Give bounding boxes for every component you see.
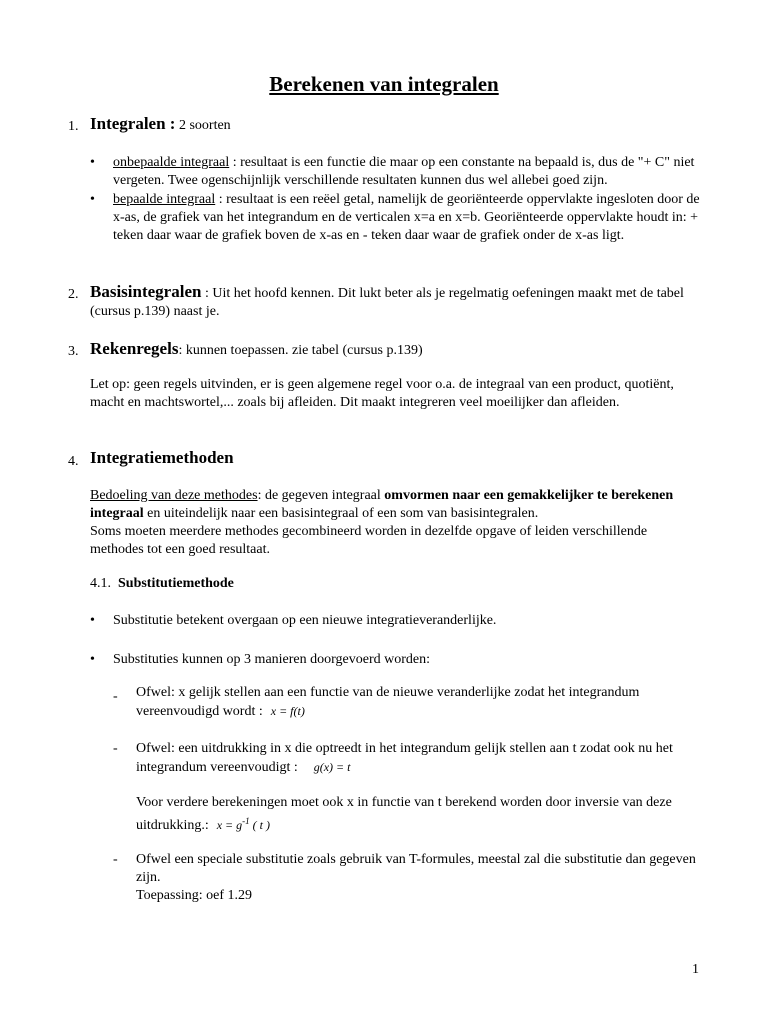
dash-item-2-inverse (136, 794, 702, 835)
dash-icon: - (113, 741, 118, 756)
bullet-icon: • (90, 155, 95, 170)
onbepaalde-integraal-text: : resultaat is een functie die maar op een constante na bepaald is, dus de "+ C" niet vergeten. Twee ogenschijnlijk verschillende resultaten kunnen dus wel allebei goed zijn. (113, 155, 695, 188)
bullet-onbepaalde-integraal (113, 154, 703, 190)
section-3-number: 3. (68, 344, 79, 359)
section-3-text: : kunnen toepassen. zie tabel (cursus p.139) (178, 343, 423, 358)
section-2-heading (90, 283, 702, 321)
bullet-icon: • (90, 613, 95, 628)
dash-3-text: Ofwel een speciale substitutie zoals gebruik van T-formules, meestal zal die substitutie dan gegeven zijn. (136, 852, 696, 885)
section-3-heading (90, 340, 698, 360)
formula-x-ginv-t (217, 818, 270, 832)
formula-g-x-t: g(x) = t (313, 760, 351, 774)
bullet-icon: • (90, 192, 95, 207)
section-2-number: 2. (68, 287, 79, 302)
section-3-note: Let op: geen regels uitvinden, er is geen algemene regel voor o.a. de integraal van een product, quotiënt, macht en machtswortel,... zoals bij afleiden. Dit maakt integreren veel moeilijker dan afleiden. (90, 377, 674, 410)
section-4-title: Integratiemethoden (90, 448, 234, 467)
formula-superscript: -1 (242, 816, 250, 826)
section-1-subtitle: 2 soorten (175, 118, 231, 133)
term-bepaalde-integraal: bepaalde integraal (113, 192, 216, 207)
intro-mid: : de gegeven integraal (257, 488, 385, 503)
dash-2-inverse-text: Voor verdere berekeningen moet ook x in functie van t berekend worden door inversie van deze uitdrukking.: (136, 795, 672, 833)
intro-end: en uiteindelijk naar een basisintegraal of een som van basisintegralen. (143, 506, 539, 521)
bullet-substitutie: Substitutie betekent overgaan op een nieuwe integratieveranderlijke. (113, 613, 497, 628)
bepaalde-integraal-text: : resultaat is een reëel getal, namelijk de georiënteerde oppervlakte ingesloten door de x-as, de grafiek van het integrandum en de verticalen x=a en x=b. Georiënteerde oppervlakte houdt in: + teken daar waar de grafiek boven de x-as en - teken daar waar de grafiek onder de x-as ligt. (113, 192, 700, 243)
formula-argument: ( t ) (249, 818, 270, 832)
section-3-title: Rekenregels (90, 339, 179, 358)
dash-item-1 (136, 684, 702, 721)
bullet-substituties-manieren: Substituties kunnen op 3 manieren doorgevoerd worden: (113, 652, 431, 667)
section-2-text: : Uit het hoofd kennen. Dit lukt beter als je regelmatig oefeningen maakt met de tabel (cursus p.139) naast je. (90, 286, 684, 319)
section-4-intro (90, 487, 700, 559)
bullet-icon: • (90, 652, 95, 667)
intro-bold: omvormen naar een gemakkelijker te berekenen integraal (90, 488, 674, 521)
subsection-4-1-title: Substitutiemethode (118, 576, 234, 591)
page-number: 1 (692, 962, 699, 977)
term-onbepaalde-integraal: onbepaalde integraal (113, 155, 230, 170)
dash-item-2 (136, 740, 702, 777)
section-2-title: Basisintegralen (90, 282, 202, 301)
dash-icon: - (113, 689, 118, 704)
subsection-4-1-number: 4.1. (90, 576, 111, 591)
section-1-number: 1. (68, 119, 79, 134)
subsection-4-1-heading (90, 575, 700, 593)
section-4-heading (90, 449, 698, 469)
dash-icon: - (113, 852, 118, 867)
dash-2-text: Ofwel: een uitdrukking in x die optreedt in het integrandum gelijk stellen aan t zodat ook nu het integrandum vereenvoudigt : (136, 741, 673, 775)
bullet-bepaalde-integraal (113, 191, 703, 245)
dash-1-text: Ofwel: x gelijk stellen aan een functie van de nieuwe veranderlijke zodat het integrandum vereenvoudigd wordt : (136, 685, 640, 719)
dash-item-3 (136, 851, 702, 905)
section-1-heading (90, 115, 698, 135)
term-bedoeling: Bedoeling van deze methodes (90, 488, 258, 503)
formula-x-f-t: x = f(t) (270, 704, 305, 718)
section-4-number: 4. (68, 454, 79, 469)
intro-second: Soms moeten meerdere methodes gecombineerd worden in dezelfde opgave of leiden verschillende methodes tot een goed resultaat. (90, 524, 648, 557)
formula-base: x = g (216, 818, 243, 832)
section-1-title: Integralen : (90, 114, 176, 133)
dash-3-application: Toepassing: oef 1.29 (136, 888, 253, 903)
page-title: Berekenen van integralen (269, 72, 499, 96)
